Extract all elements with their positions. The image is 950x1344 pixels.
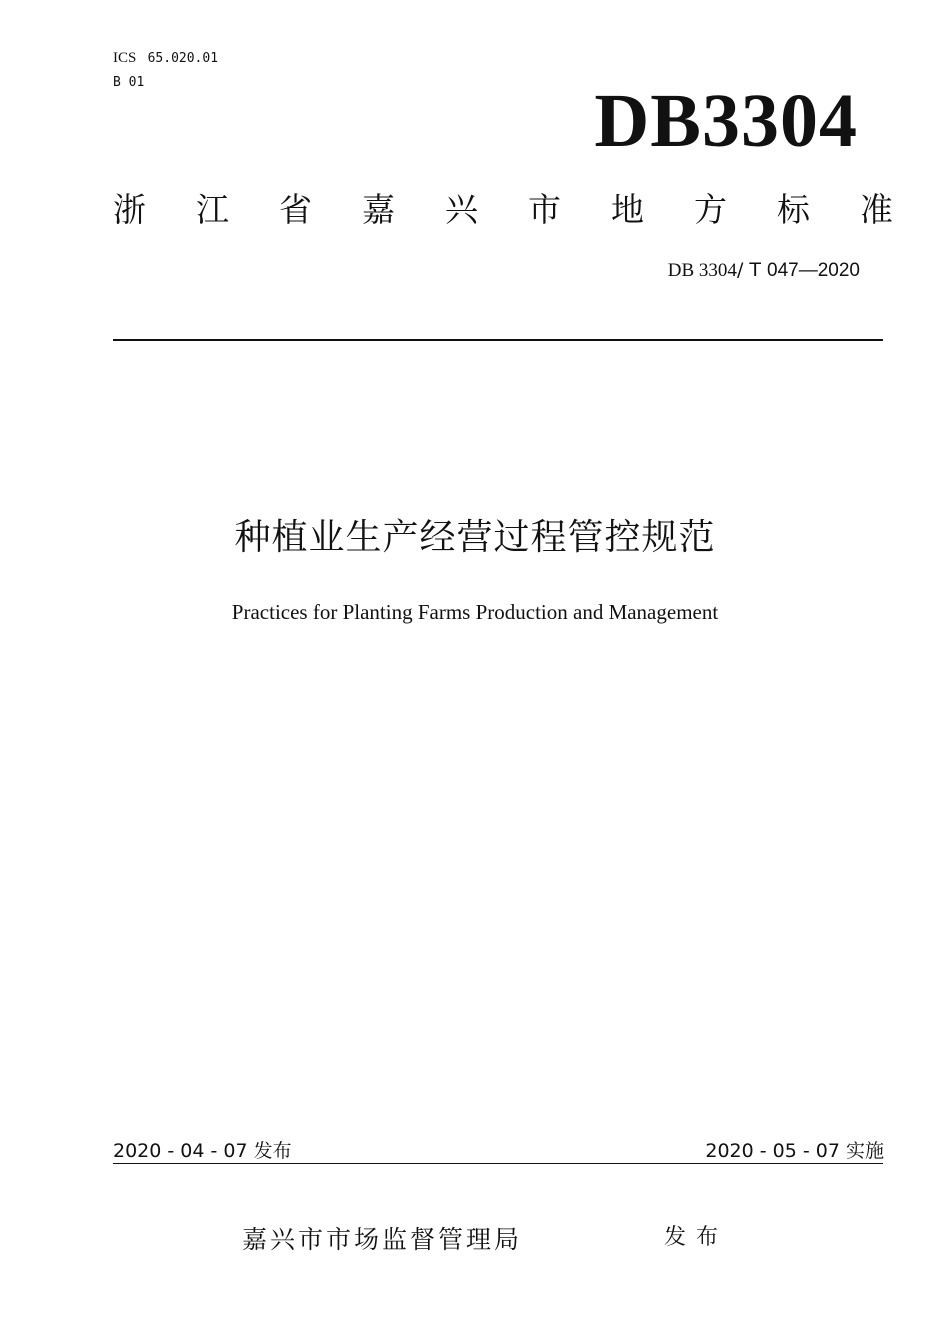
document-title-english: Practices for Planting Farms Production and Management bbox=[231, 600, 719, 624]
issue-date-value: 2020 - 04 - 07 bbox=[113, 1140, 248, 1162]
standard-type-char: 标 bbox=[777, 190, 810, 229]
issue-date bbox=[113, 1138, 292, 1164]
standard-number bbox=[668, 258, 860, 283]
issue-date-label: 发布 bbox=[253, 1140, 292, 1162]
document-title-chinese: 种植业生产经营过程管控规范 bbox=[234, 517, 716, 558]
issuing-authority: 嘉兴市市场监督管理局 bbox=[242, 1225, 523, 1254]
ccs-code: B 01 bbox=[113, 75, 145, 90]
standard-type-char: 市 bbox=[528, 190, 561, 229]
standard-type-char: 方 bbox=[694, 190, 727, 229]
standard-type-char: 嘉 bbox=[362, 190, 395, 229]
footer-divider bbox=[113, 1163, 883, 1164]
ics-label: ICS bbox=[113, 50, 137, 66]
standard-number-code: 047—2020 bbox=[767, 260, 860, 281]
db-standard-mark: DB3304 bbox=[594, 79, 858, 163]
standard-type-char: 兴 bbox=[445, 190, 478, 229]
ics-classification bbox=[113, 48, 218, 69]
implementation-date bbox=[705, 1138, 884, 1164]
standard-type-char: 浙 bbox=[113, 190, 146, 229]
header-divider bbox=[113, 339, 883, 341]
standard-type-char: 省 bbox=[279, 190, 312, 229]
standard-type-char: 地 bbox=[611, 190, 644, 229]
ics-code: 65.020.01 bbox=[147, 51, 219, 66]
standard-type-char: 江 bbox=[196, 190, 229, 229]
standard-type-char: 准 bbox=[860, 190, 893, 229]
implementation-date-label: 实施 bbox=[845, 1140, 884, 1162]
standard-number-slash-t: / T bbox=[736, 259, 761, 281]
standard-number-prefix: DB 3304 bbox=[667, 260, 737, 281]
standard-type-heading bbox=[113, 186, 893, 234]
implementation-date-value: 2020 - 05 - 07 bbox=[705, 1140, 840, 1162]
issuing-action: 发布 bbox=[664, 1225, 729, 1250]
